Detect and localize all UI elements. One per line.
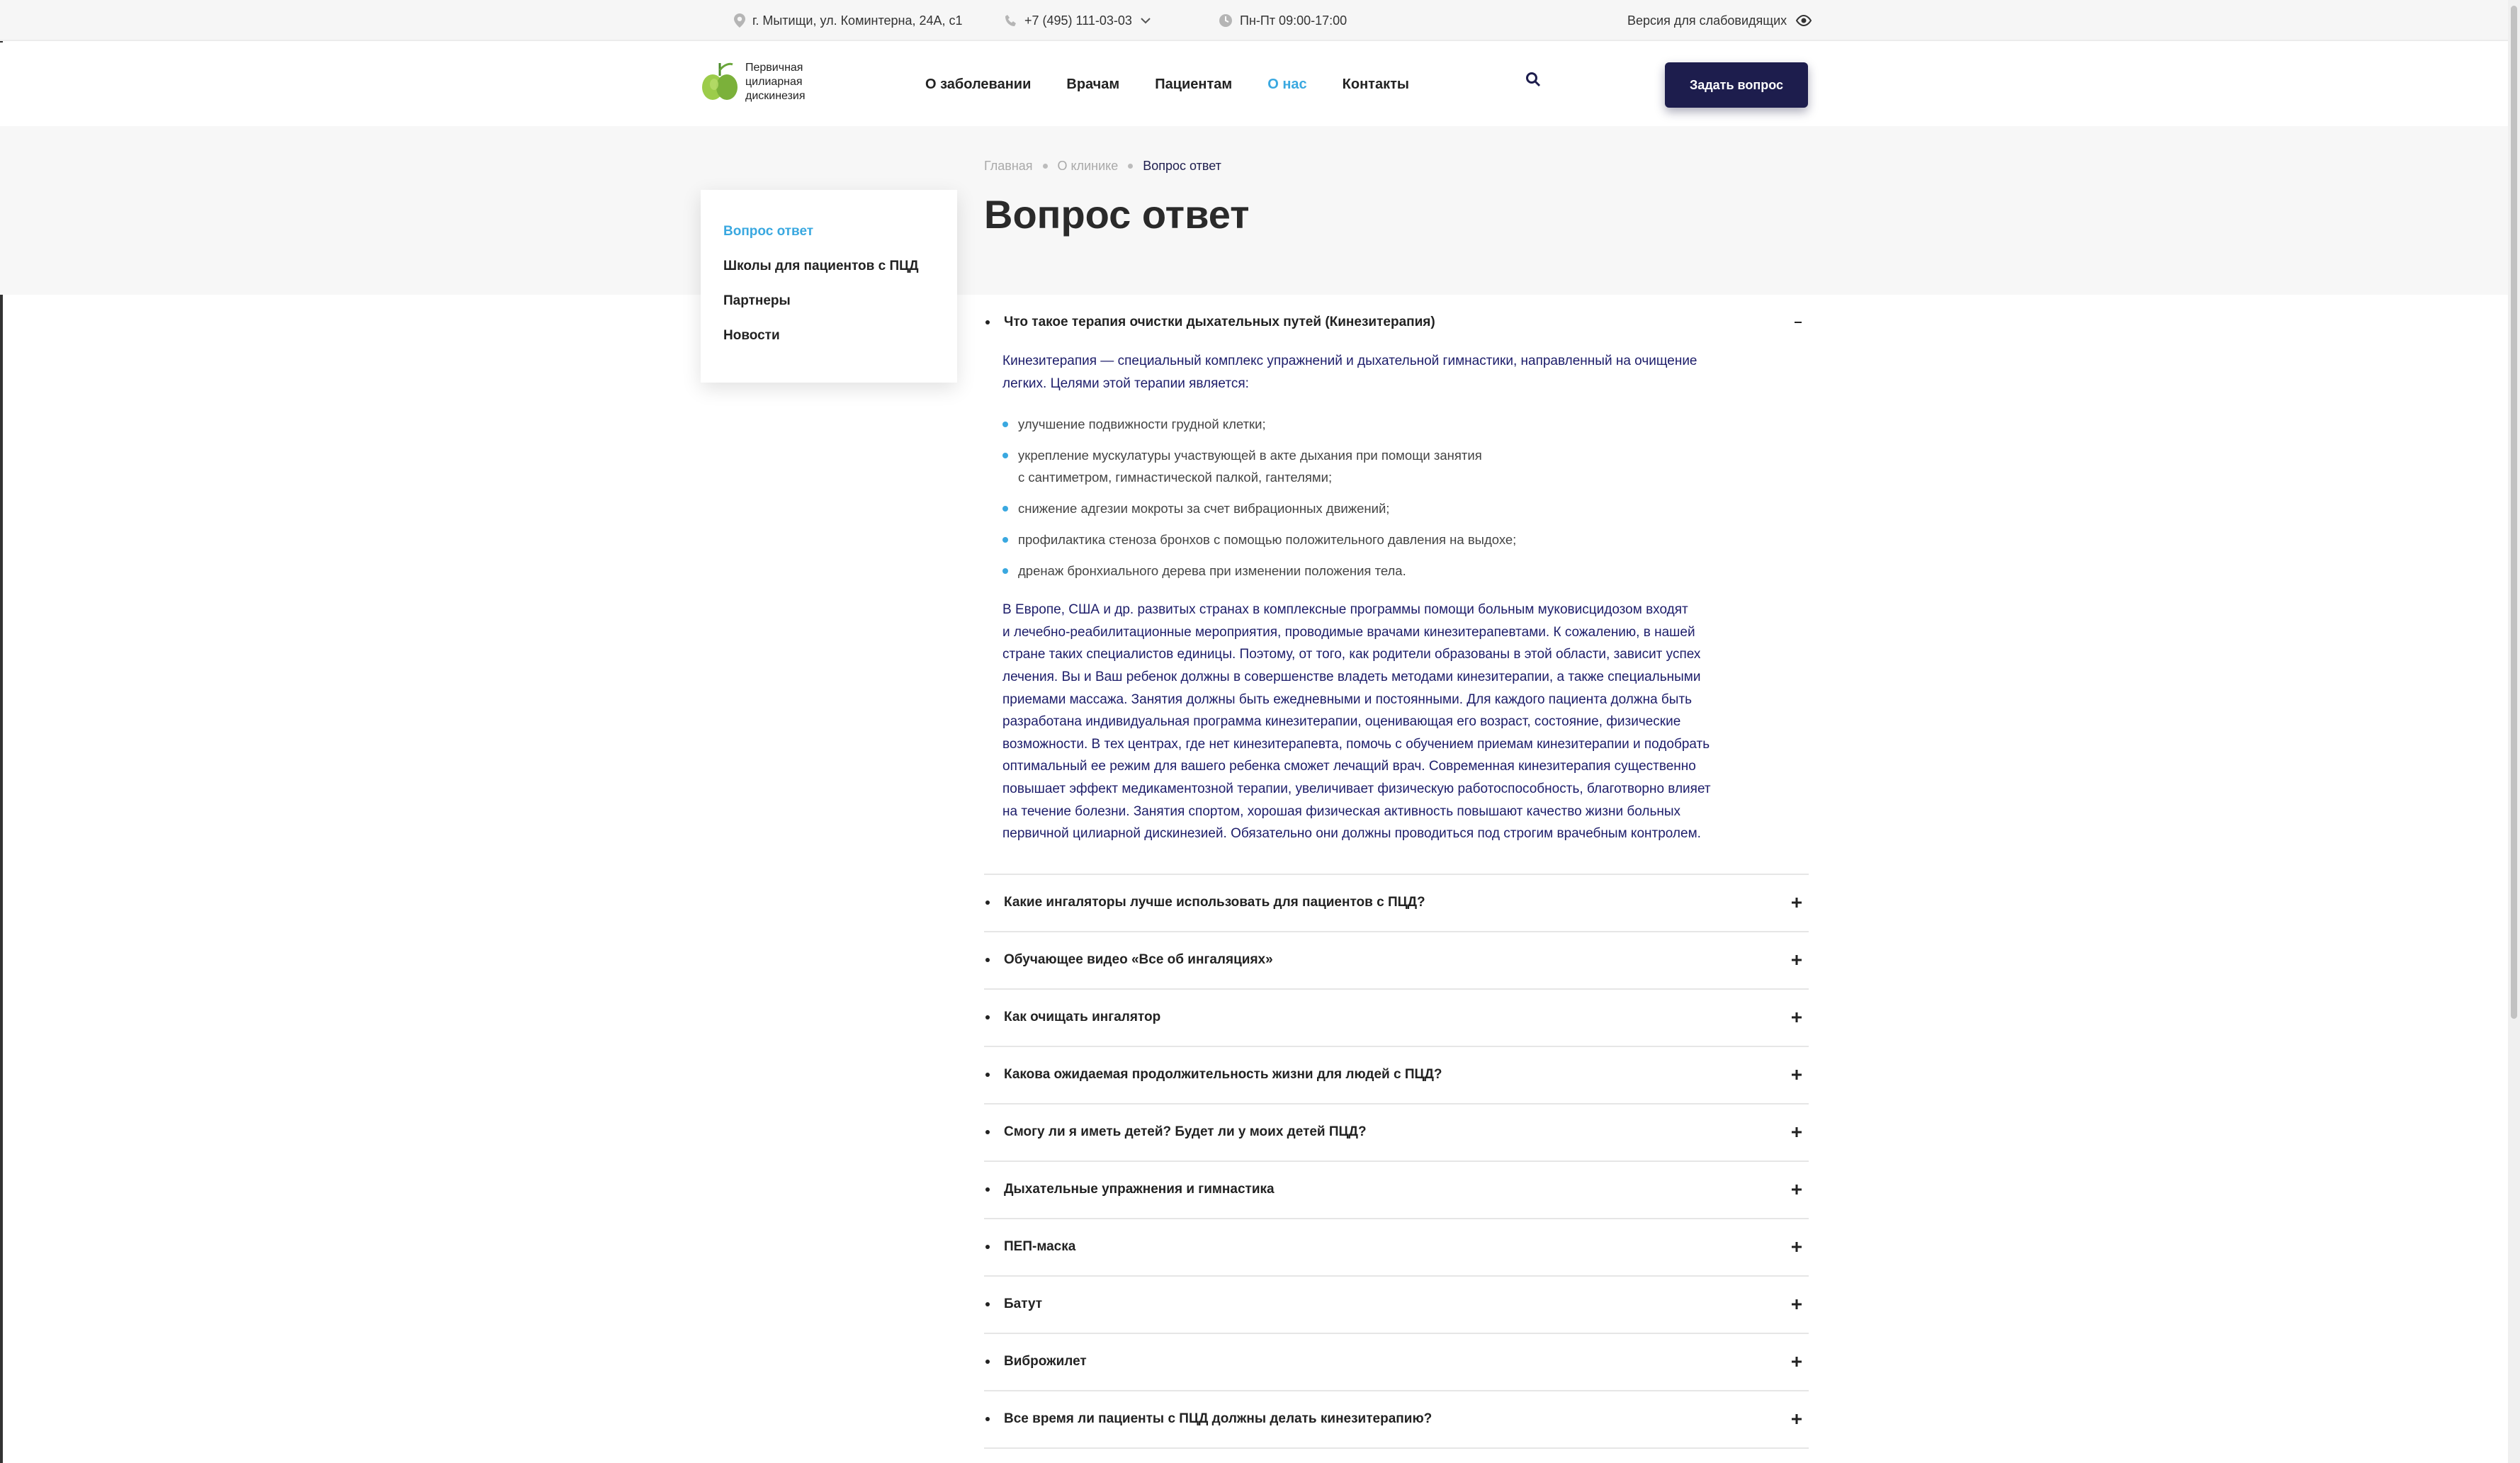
plus-icon [1790,896,1803,909]
question-bullet [985,320,990,324]
location-pin-icon [734,13,745,28]
answer-body-line: приемами массажа. Занятия должны быть ежедневными и постоянными. Для каждого пациента должна быть [1002,691,1693,707]
sidebar-item-faq[interactable]: Вопрос ответ [723,224,814,239]
question-bullet [985,1015,990,1019]
eye-icon [1795,15,1812,26]
phone[interactable] [1005,0,1151,41]
accessibility-text: Версия для слабовидящих [1627,13,1787,28]
faq-item[interactable] [984,1105,1809,1162]
faq-question[interactable] [984,1105,1809,1160]
nav-item-contacts[interactable]: Контакты [1342,76,1409,92]
search-button[interactable] [1525,71,1544,91]
question-bullet [985,1073,990,1077]
page-header-band [0,126,2520,295]
expand-toggle[interactable] [1790,1334,1803,1390]
sidebar-item-schools[interactable]: Школы для пациентов с ПЦД [723,259,919,273]
expand-toggle[interactable] [1790,1162,1803,1218]
plus-icon [1790,1241,1803,1253]
plus-icon [1790,1126,1803,1139]
faq-question-text: Батут [1004,1297,1043,1312]
address [734,0,963,41]
plus-icon [1790,954,1803,966]
question-bullet [985,958,990,962]
list-item: снижение адгезии мокроты за счет вибрационных движений; [1002,497,1738,519]
faq-item[interactable] [984,1047,1809,1105]
answer-goals-list [1002,413,1738,582]
page-scrollbar[interactable] [2508,0,2520,1463]
faq-question[interactable] [984,1391,1809,1447]
faq-item[interactable] [984,875,1809,932]
breadcrumb-separator [1043,164,1048,169]
question-bullet [985,1302,990,1306]
clock-icon [1219,13,1233,28]
answer-body-line: оптимальный ее режим для вашего ребенка сможет лечащий врач. Современная кинезитерапия существенно [1002,759,1696,774]
answer-body [1002,599,1738,845]
question-bullet [985,900,990,905]
faq-item[interactable] [984,1334,1809,1391]
faq-question[interactable] [984,1334,1809,1390]
expand-toggle[interactable] [1790,932,1803,988]
plus-icon [1790,1413,1803,1425]
working-hours [1219,0,1347,41]
chevron-down-icon[interactable] [1141,17,1151,24]
faq-question[interactable] [984,875,1809,931]
nav-item-doctors[interactable]: Врачам [1066,76,1120,92]
logo-line-3: дискинезия [745,90,806,102]
nav-item-about[interactable]: О нас [1267,76,1307,92]
faq-question[interactable] [984,1277,1809,1333]
collapse-toggle[interactable] [1793,305,1803,340]
hours-text: Пн-Пт 09:00-17:00 [1240,13,1347,28]
accessibility-link[interactable] [1627,0,1819,41]
plus-icon [1790,1183,1803,1196]
faq-question-text: Какие ингаляторы лучше использовать для пациентов с ПЦД? [1004,895,1425,910]
list-item: улучшение подвижности грудной клетки; [1002,413,1738,435]
faq-question-text: Какова ожидаемая продолжительность жизни для людей с ПЦД? [1004,1067,1442,1083]
expand-toggle[interactable] [1790,875,1803,931]
list-item: дренаж бронхиального дерева при изменении положения тела. [1002,560,1738,582]
answer-body-line: лечения. Вы и Ваш ребенок должны в совершенстве владеть методами кинезитерапии, а также специальными [1002,669,1701,684]
faq-item[interactable] [984,932,1809,990]
faq-question-text: Дыхательные упражнения и гимнастика [1004,1182,1275,1197]
main-nav [925,43,1445,126]
faq-question[interactable] [984,990,1809,1046]
plus-icon [1790,1011,1803,1024]
sidebar-menu [701,190,957,383]
breadcrumb-home[interactable]: Главная [984,159,1033,173]
breadcrumb-separator [1128,164,1133,169]
faq-item[interactable] [984,1391,1809,1449]
plus-icon [1790,1355,1803,1368]
list-item-line: укрепление мускулатуры участвующей в акте дыхания при помощи занятия [1018,448,1482,463]
faq-question[interactable] [984,305,1809,340]
expand-toggle[interactable] [1790,1105,1803,1160]
faq-item[interactable] [984,1277,1809,1334]
breadcrumb-current: Вопрос ответ [1143,159,1221,173]
logo[interactable] [700,61,806,103]
faq-question-text: Обучающее видео «Все об ингаляциях» [1004,952,1273,968]
lungs-logo-icon [700,62,740,103]
list-item-line: с сантиметром, гимнастической палкой, гантелями; [1018,470,1333,485]
answer-intro-line-1: Кинезитерапия — специальный комплекс упражнений и дыхательной гимнастики, направленный на очищение [1002,354,1697,368]
logo-line-1: Первичная [745,62,803,74]
answer-body-line: возможности. В тех центрах, где нет кинезитерапевта, помочь с обучением приемам кинезитерапии и подобрать [1002,736,1710,752]
logo-text [745,61,806,103]
faq-item[interactable] [984,1162,1809,1219]
faq-answer [984,340,1809,874]
page-title: Вопрос ответ [984,192,1250,237]
expand-toggle[interactable] [1790,1391,1803,1447]
answer-body-line: стране таких специалистов единицы. Поэтому, от того, как родители образованы в этой области, зависит успех [1002,647,1701,662]
answer-body-line: и лечебно-реабилитационные мероприятия, проводимые врачами кинезитерапевтами. К сожалению, в нашей [1002,624,1695,640]
minus-icon [1793,321,1803,324]
faq-question-text: Смогу ли я иметь детей? Будет ли у моих детей ПЦД? [1004,1124,1367,1140]
question-bullet [985,1360,990,1364]
list-item: профилактика стеноза бронхов с помощью положительного давления на выдохе; [1002,529,1738,550]
faq-question-text: Что такое терапия очистки дыхательных путей (Кинезитерапия) [1004,315,1435,329]
answer-body-line: повышает эффект медикаментозной терапии, увеличивает физическую работоспособность, благотворно влияет [1002,781,1711,796]
faq-question[interactable] [984,1219,1809,1275]
faq-question[interactable] [984,1047,1809,1103]
question-bullet [985,1187,990,1192]
phone-icon [1005,14,1017,27]
answer-intro-line-2: легких. Целями этой терапии является: [1002,375,1249,391]
faq-question-text: Как очищать ингалятор [1004,1010,1161,1025]
question-bullet [985,1245,990,1249]
answer-body-line: первичной цилиарной дискинезией. Обязательно они должны проводиться под строгим врачебным контролем. [1002,826,1701,842]
faq-question-text: Виброжилет [1004,1354,1087,1369]
answer-body-line: разработана индивидуальная программа кинезитерапии, оценивающая его возраст, состояние, физические [1002,714,1681,730]
list-item [1002,444,1738,488]
faq-item[interactable] [984,1219,1809,1277]
plus-icon [1790,1298,1803,1311]
faq-item-open [984,305,1809,875]
phone-text: +7 (495) 111-03-03 [1024,13,1132,28]
expand-toggle[interactable] [1790,1219,1803,1275]
breadcrumb [984,159,1221,174]
expand-toggle[interactable] [1790,990,1803,1046]
faq-question-text: Все время ли пациенты с ПЦД должны делать кинезитерапию? [1004,1411,1433,1427]
faq-question[interactable] [984,1162,1809,1218]
breadcrumb-clinic[interactable]: О клинике [1057,159,1119,173]
nav-item-disease[interactable]: О заболевании [925,76,1032,92]
question-bullet [985,1417,990,1421]
plus-icon [1790,1068,1803,1081]
search-icon [1525,71,1542,88]
ask-question-button[interactable]: Задать вопрос [1665,62,1808,108]
faq-list [984,305,1809,1449]
faq-item[interactable] [984,990,1809,1047]
expand-toggle[interactable] [1790,1277,1803,1333]
site-header [0,43,2520,126]
sidebar-item-news[interactable]: Новости [723,328,780,343]
faq-question-text: ПЕП-маска [1004,1239,1076,1255]
faq-question[interactable] [984,932,1809,988]
nav-item-patients[interactable]: Пациентам [1155,76,1233,92]
top-info-bar [0,0,2520,41]
logo-line-2: цилиарная [745,76,803,88]
address-text: г. Мытищи, ул. Коминтерна, 24А, с1 [752,13,963,28]
answer-body-line: на течение болезни. Занятия спортом, хорошая физическая активность повышают качество жизни больных [1002,803,1681,819]
sidebar-item-partners[interactable]: Партнеры [723,293,791,308]
answer-body-line: В Европе, США и др. развитых странах в комплексные программы помощи больным муковисцидозом входят [1002,602,1688,618]
question-bullet [985,1130,990,1134]
expand-toggle[interactable] [1790,1047,1803,1103]
scrollbar-thumb[interactable] [2511,6,2517,1019]
